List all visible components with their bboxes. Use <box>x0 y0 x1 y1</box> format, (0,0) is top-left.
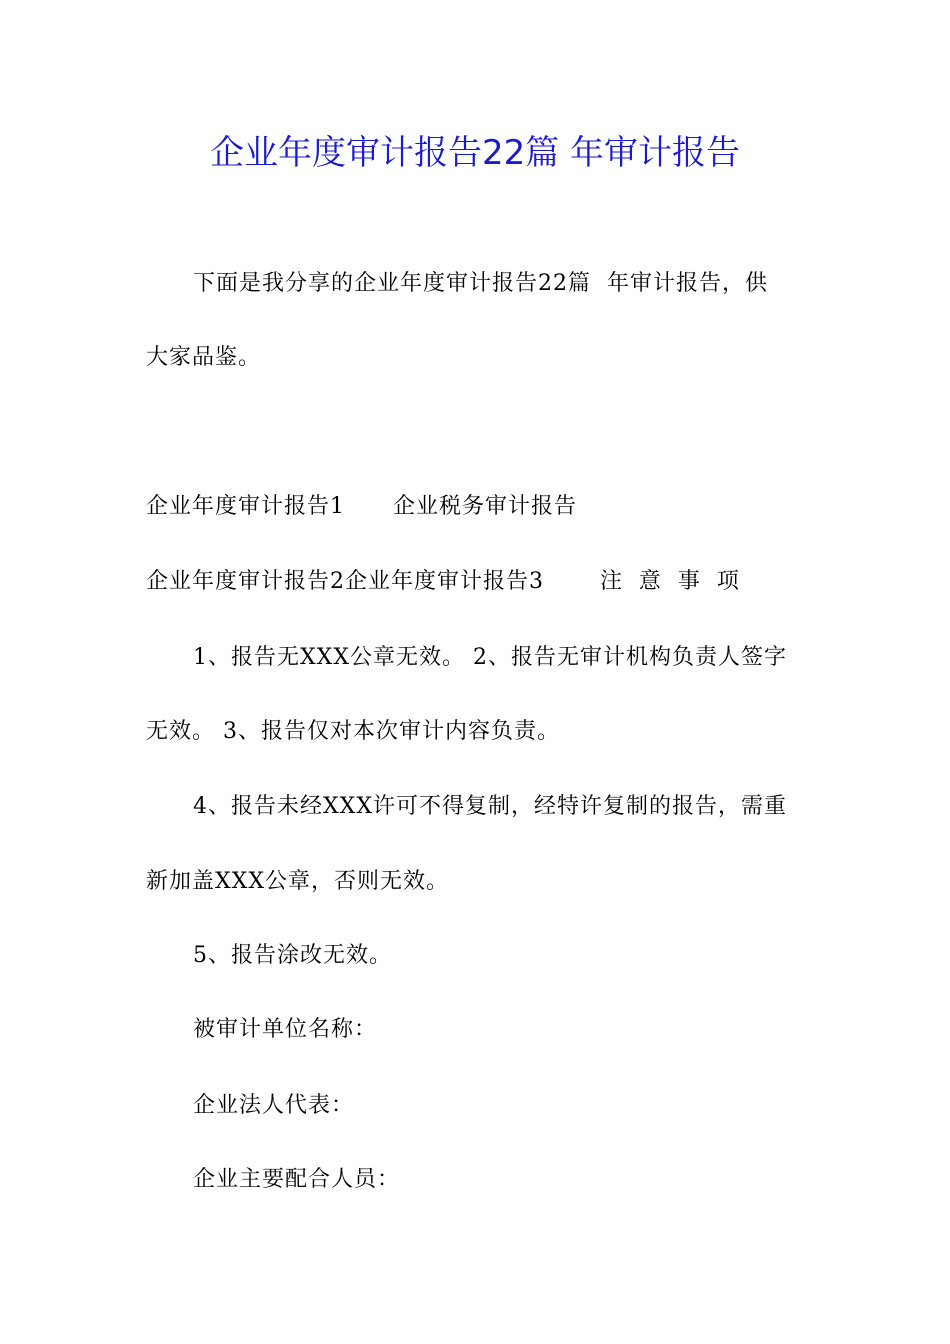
intro-paragraph-line-2: 大家品鉴。 <box>146 345 262 370</box>
notice-item-4-line-2: 新加盖XXX公章，否则无效。 <box>146 869 449 894</box>
legal-representative-label: 企业法人代表： <box>193 1093 355 1118</box>
notice-item-1-line-1: 1、报告无XXX公章无效。 2、报告无审计机构负责人签字 <box>193 645 787 670</box>
report-list-line-1: 企业年度审计报告1 企业税务审计报告 <box>146 494 577 519</box>
intro-paragraph-line-1: 下面是我分享的企业年度审计报告22篇 年审计报告，供 <box>193 271 768 296</box>
report-list-line-2: 企业年度审计报告2企业年度审计报告3 注 意 事 项 <box>146 569 740 594</box>
notice-item-4-line-1: 4、报告未经XXX许可不得复制，经特许复制的报告，需重 <box>193 794 787 819</box>
main-cooperating-staff-label: 企业主要配合人员： <box>193 1167 401 1192</box>
notice-item-5: 5、报告涂改无效。 <box>193 943 392 968</box>
audited-entity-name-label: 被审计单位名称： <box>193 1017 378 1042</box>
document-title: 企业年度审计报告22篇 年审计报告 <box>209 133 741 173</box>
notice-item-1-line-2: 无效。 3、报告仅对本次审计内容负责。 <box>146 719 560 744</box>
